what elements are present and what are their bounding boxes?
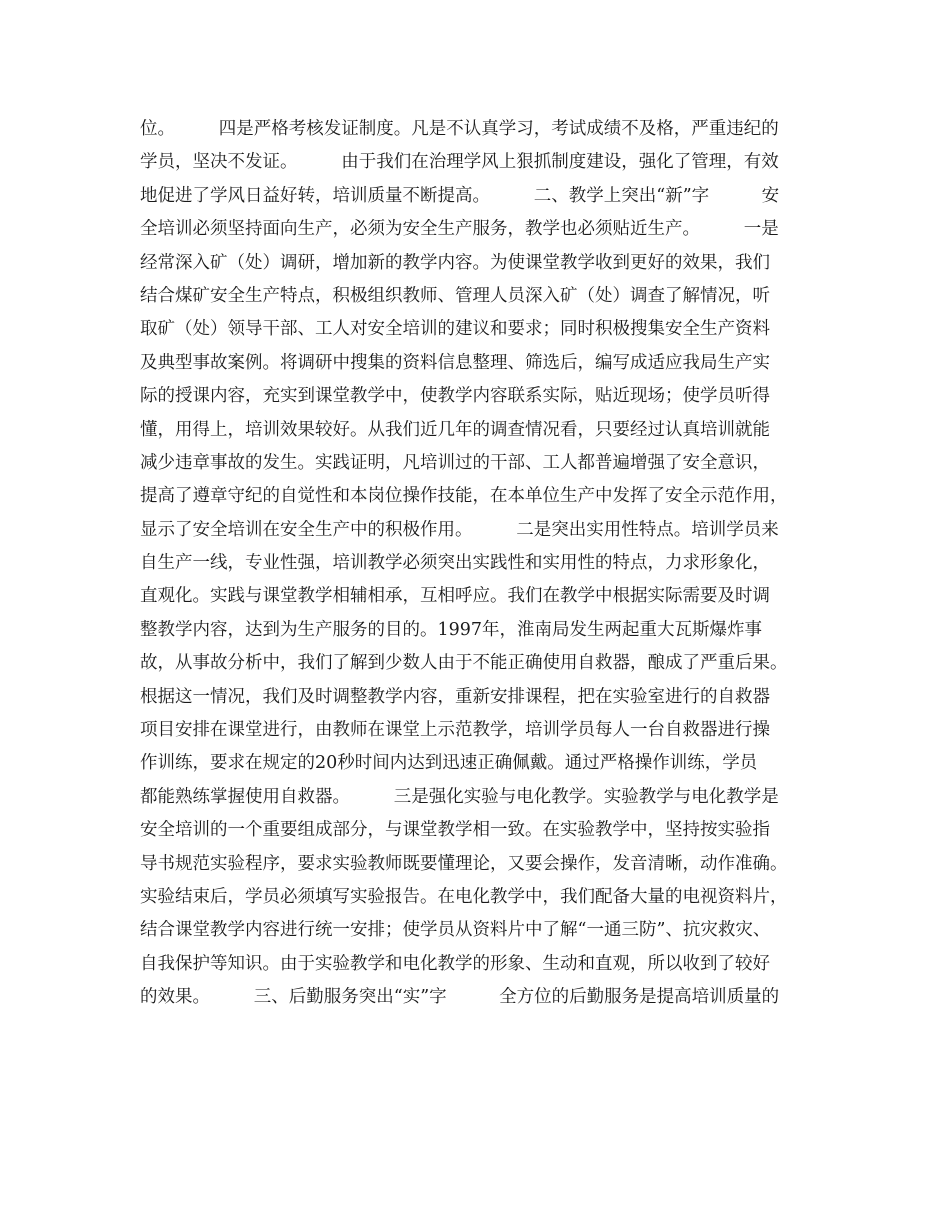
text-line: 全培训必须坚持面向生产，必须为安全生产服务，教学也必须贴近生产。 一是 xyxy=(140,219,779,240)
text-line: 实验结束后，学员必须填写实验报告。在电化教学中，我们配备大量的电视资料片， xyxy=(140,886,788,907)
text-line: 显示了安全培训在安全生产中的积极作用。 二是突出实用性特点。培训学员来 xyxy=(140,519,779,540)
text-line: 取矿（处）领导干部、工人对安全培训的建议和要求；同时积极搜集安全生产资料 xyxy=(140,319,770,340)
text-line: 项目安排在课堂进行，由教师在课堂上示范教学，培训学员每人一台自救器进行操 xyxy=(140,720,770,741)
text-line: 安全培训的一个重要组成部分，与课堂教学相一致。在实验教学中，坚持按实验指 xyxy=(140,820,770,841)
text-line: 地促进了学风日益好转，培训质量不断提高。 二、教学上突出“新”字 安 xyxy=(140,185,780,206)
text-line: 结合课堂教学内容进行统一安排；使学员从资料片中了解“一通三防”、抗灾救灾、 xyxy=(140,920,771,941)
text-line: 根据这一情况，我们及时调整教学内容，重新安排课程，把在实验室进行的自救器 xyxy=(140,686,770,707)
text-line: 学员，坚决不发证。 由于我们在治理学风上狠抓制度建设，强化了管理，有效 xyxy=(140,152,779,173)
text-line: 的效果。 三、后勤服务突出“实”字 全方位的后勤服务是提高培训质量的 xyxy=(140,987,780,1008)
text-line: 及典型事故案例。将调研中搜集的资料信息整理、筛选后，编写成适应我局生产实 xyxy=(140,352,770,373)
text-line: 际的授课内容，充实到课堂教学中，使教学内容联系实际，贴近现场；使学员听得 xyxy=(140,386,770,407)
text-line: 经常深入矿（处）调研，增加新的教学内容。为使课堂教学收到更好的效果，我们 xyxy=(140,252,770,273)
text-line: 导书规范实验程序，要求实验教师既要懂理论，又要会操作，发音清晰，动作准确。 xyxy=(140,853,788,874)
text-line: 懂，用得上，培训效果较好。从我们近几年的调查情况看，只要经过认真培训就能 xyxy=(140,419,770,440)
text-line: 都能熟练掌握使用自救器。 三是强化实验与电化教学。实验教学与电化教学是 xyxy=(140,786,779,807)
text-line: 故，从事故分析中，我们了解到少数人由于不能正确使用自救器，酿成了严重后果。 xyxy=(140,653,788,674)
text-line: 自生产一线，专业性强，培训教学必须突出实践性和实用性的特点，力求形象化， xyxy=(140,553,770,574)
text-line: 整教学内容，达到为生产服务的目的。1997年，淮南局发生两起重大瓦斯爆炸事 xyxy=(140,619,763,640)
text-line: 位。 四是严格考核发证制度。凡是不认真学习，考试成绩不及格，严重违纪的 xyxy=(140,119,779,139)
text-line: 自我保护等知识。由于实验教学和电化教学的形象、生动和直观，所以收到了较好 xyxy=(140,953,770,974)
text-line: 结合煤矿安全生产特点，积极组织教师、管理人员深入矿（处）调查了解情况，听 xyxy=(140,285,770,306)
text-line: 提高了遵章守纪的自觉性和本岗位操作技能，在本单位生产中发挥了安全示范作用， xyxy=(140,486,788,507)
text-line: 减少违章事故的发生。实践证明，凡培训过的干部、工人都普遍增强了安全意识， xyxy=(140,452,770,473)
text-line: 作训练，要求在规定的20秒时间内达到迅速正确佩戴。通过严格操作训练，学员 xyxy=(140,753,758,774)
text-line: 直观化。实践与课堂教学相辅相承，互相呼应。我们在教学中根据实际需要及时调 xyxy=(140,586,770,607)
body-text xyxy=(140,113,830,1015)
